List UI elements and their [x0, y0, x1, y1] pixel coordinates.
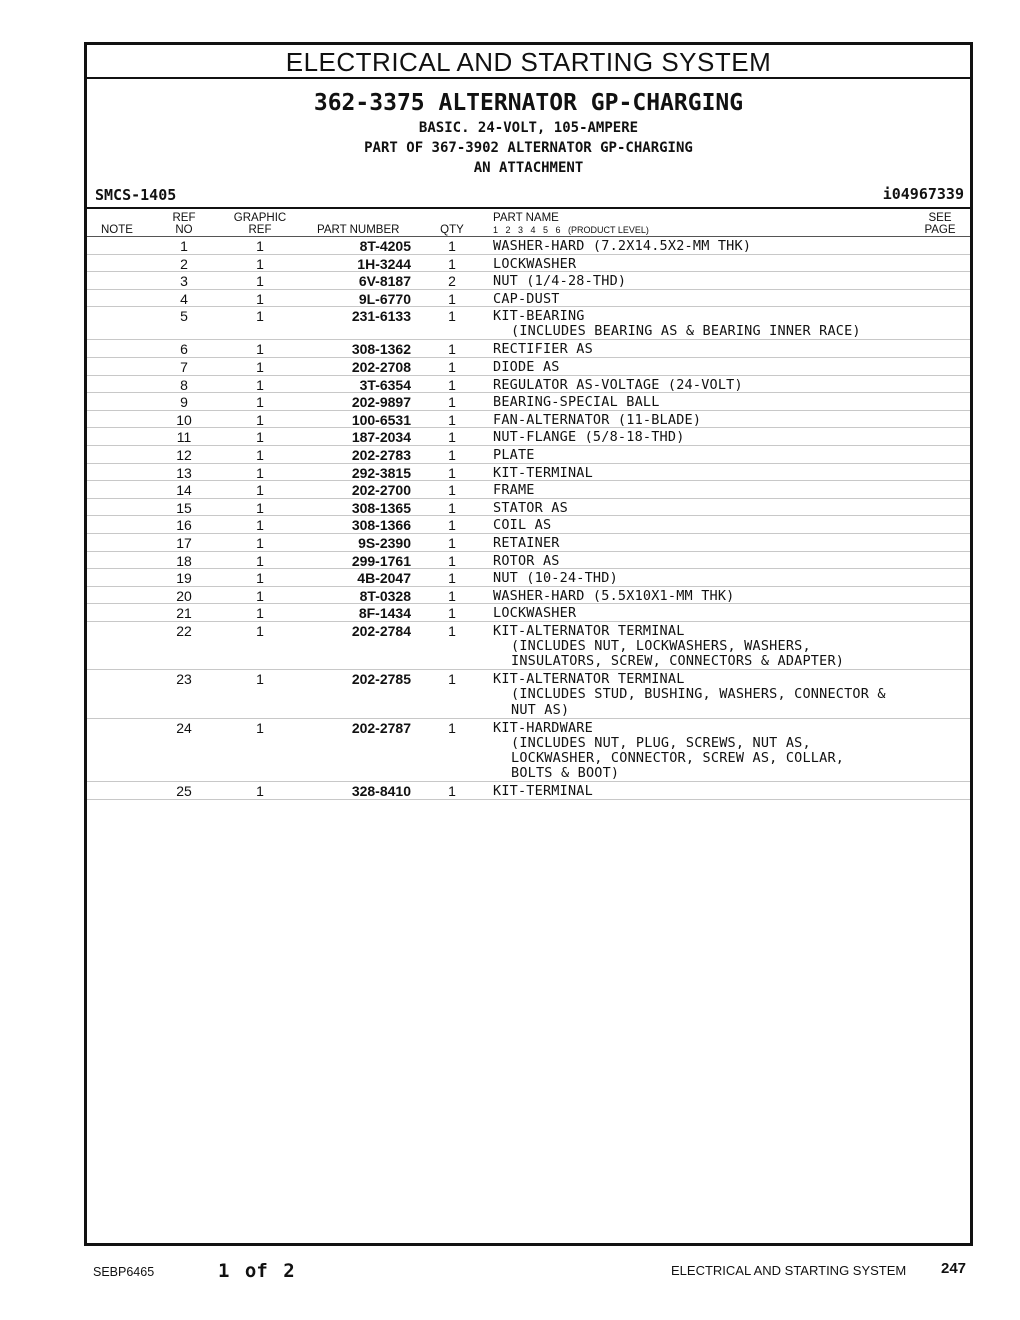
footer-page-number: 247	[941, 1260, 967, 1277]
quantity: 1	[448, 671, 456, 688]
part-name: FRAME	[493, 482, 535, 499]
part-number: 202-2708	[351, 358, 411, 375]
part-number: 202-2700	[351, 482, 411, 499]
part-name: KIT-TERMINAL	[493, 783, 593, 800]
part-note-line: (INCLUDES BEARING AS & BEARING INNER RACE)	[511, 323, 861, 340]
graphic-ref: 1	[256, 605, 264, 622]
table-row	[87, 393, 970, 411]
page-frame	[84, 42, 973, 1246]
part-name: COIL AS	[493, 517, 552, 534]
table-row	[87, 237, 970, 255]
part-name: KIT-TERMINAL	[493, 464, 593, 481]
header-part-number: PART NUMBER	[317, 224, 400, 236]
part-name: KIT-HARDWARE	[493, 719, 593, 736]
footer-section-title: ELECTRICAL AND STARTING SYSTEM	[671, 1263, 907, 1278]
table-row	[87, 255, 970, 273]
section-title: ELECTRICAL AND STARTING SYSTEM	[87, 45, 970, 79]
part-number: 299-1761	[351, 552, 411, 569]
part-name: LOCKWASHER	[493, 255, 577, 272]
illustration-id: i04967339	[882, 185, 964, 203]
graphic-ref: 1	[256, 358, 264, 375]
quantity: 1	[448, 376, 456, 393]
part-number: 328-8410	[351, 783, 411, 800]
ref-no: 14	[176, 482, 192, 499]
part-name: KIT-ALTERNATOR TERMINAL	[493, 622, 685, 639]
quantity: 1	[448, 290, 456, 307]
quantity: 1	[448, 499, 456, 516]
graphic-ref: 1	[256, 719, 264, 736]
table-row	[87, 552, 970, 570]
header-graphic-top: GRAPHIC	[233, 212, 287, 224]
part-name: KIT-ALTERNATOR TERMINAL	[493, 671, 685, 688]
table-row	[87, 670, 970, 718]
graphic-ref: 1	[256, 446, 264, 463]
quantity: 1	[448, 411, 456, 428]
header-qty: QTY	[440, 224, 464, 236]
part-note-line: INSULATORS, SCREW, CONNECTORS & ADAPTER)	[511, 653, 845, 670]
graphic-ref: 1	[256, 411, 264, 428]
table-row	[87, 376, 970, 394]
ref-no: 21	[176, 605, 192, 622]
group-subtitle-part-of: PART OF 367-3902 ALTERNATOR GP-CHARGING	[364, 140, 693, 156]
graphic-ref: 1	[256, 671, 264, 688]
header-see-page	[915, 212, 965, 236]
part-name: NUT (1/4-28-THD)	[493, 273, 627, 290]
quantity: 1	[448, 517, 456, 534]
part-number: 308-1365	[351, 499, 411, 516]
part-number: 9L-6770	[358, 290, 411, 307]
part-number: 202-2784	[351, 622, 411, 639]
part-number: 100-6531	[351, 411, 411, 428]
part-number: 3T-6354	[359, 376, 411, 393]
ref-no: 3	[180, 273, 188, 290]
ref-no: 9	[180, 394, 188, 411]
part-number: 187-2034	[351, 429, 411, 446]
header-graphic-ref	[225, 212, 295, 236]
part-name: PLATE	[493, 446, 535, 463]
ref-no: 8	[180, 376, 188, 393]
ref-no: 25	[176, 783, 192, 800]
parts-table	[87, 237, 970, 800]
graphic-ref: 1	[256, 552, 264, 569]
quantity: 1	[448, 429, 456, 446]
graphic-ref: 1	[256, 464, 264, 481]
table-row	[87, 464, 970, 482]
footer-doc-number: SEBP6465	[93, 1265, 155, 1279]
quantity: 1	[448, 255, 456, 272]
part-number: 1H-3244	[357, 255, 411, 272]
ref-no: 12	[176, 446, 192, 463]
header-product-level: 1 2 3 4 5 6 (PRODUCT LEVEL)	[493, 225, 649, 235]
quantity: 1	[448, 482, 456, 499]
column-headers	[87, 207, 970, 237]
part-name: FAN-ALTERNATOR (11-BLADE)	[493, 411, 702, 428]
part-note-line: LOCKWASHER, CONNECTOR, SCREW AS, COLLAR,	[511, 750, 845, 767]
ref-no: 7	[180, 358, 188, 375]
table-row	[87, 290, 970, 308]
graphic-ref: 1	[256, 482, 264, 499]
quantity: 1	[448, 464, 456, 481]
table-row	[87, 428, 970, 446]
ref-no: 15	[176, 499, 192, 516]
part-number: 202-2785	[351, 671, 411, 688]
graphic-ref: 1	[256, 376, 264, 393]
ref-no: 4	[180, 290, 188, 307]
part-name: KIT-BEARING	[493, 308, 585, 325]
table-row	[87, 587, 970, 605]
quantity: 1	[448, 534, 456, 551]
table-row	[87, 534, 970, 552]
ref-no: 2	[180, 255, 188, 272]
graphic-ref: 1	[256, 783, 264, 800]
group-title: 362-3375 ALTERNATOR GP-CHARGING	[313, 90, 744, 116]
part-name: STATOR AS	[493, 499, 568, 516]
part-number: 308-1362	[351, 341, 411, 358]
header-part-name: PART NAME	[493, 212, 559, 224]
part-note-line: (INCLUDES NUT, PLUG, SCREWS, NUT AS,	[511, 734, 811, 751]
part-number: 231-6133	[351, 308, 411, 325]
quantity: 1	[448, 552, 456, 569]
part-name: NUT-FLANGE (5/8-18-THD)	[493, 429, 685, 446]
table-row	[87, 307, 970, 340]
table-row	[87, 782, 970, 800]
graphic-ref: 1	[256, 587, 264, 604]
quantity: 1	[448, 783, 456, 800]
part-name: LOCKWASHER	[493, 605, 577, 622]
table-row	[87, 446, 970, 464]
graphic-ref: 1	[256, 534, 264, 551]
table-row	[87, 604, 970, 622]
table-row	[87, 272, 970, 290]
header-see-top: SEE	[928, 212, 952, 224]
quantity: 1	[448, 719, 456, 736]
table-row	[87, 719, 970, 783]
quantity: 1	[448, 587, 456, 604]
ref-no: 22	[176, 622, 192, 639]
part-name: RETAINER	[493, 534, 560, 551]
part-note-line: (INCLUDES NUT, LOCKWASHERS, WASHERS,	[511, 637, 811, 654]
part-name: DIODE AS	[493, 358, 560, 375]
header-graphic-bottom: REF	[248, 224, 272, 236]
ref-no: 24	[176, 719, 192, 736]
graphic-ref: 1	[256, 273, 264, 290]
table-row	[87, 340, 970, 358]
quantity: 1	[448, 622, 456, 639]
ref-no: 16	[176, 517, 192, 534]
quantity: 1	[448, 570, 456, 587]
part-note-line: BOLTS & BOOT)	[511, 765, 620, 782]
quantity: 1	[448, 394, 456, 411]
ref-no: 13	[176, 464, 192, 481]
quantity: 1	[448, 308, 456, 325]
header-note: NOTE	[101, 224, 133, 236]
part-name: NUT (10-24-THD)	[493, 570, 618, 587]
quantity: 1	[448, 341, 456, 358]
graphic-ref: 1	[256, 341, 264, 358]
part-number: 8T-4205	[359, 238, 411, 254]
header-ref-top: REF	[172, 212, 196, 224]
header-ref-bottom: NO	[175, 224, 193, 236]
part-name: WASHER-HARD (7.2X14.5X2-MM THK)	[493, 238, 752, 254]
part-note-line: NUT AS)	[511, 701, 570, 718]
ref-no: 10	[176, 411, 192, 428]
quantity: 2	[448, 273, 456, 290]
ref-no: 17	[176, 534, 192, 551]
graphic-ref: 1	[256, 290, 264, 307]
part-number: 4B-2047	[357, 570, 411, 587]
ref-no: 1	[180, 238, 188, 254]
header-ref-no	[157, 212, 211, 236]
part-number: 6V-8187	[358, 273, 411, 290]
quantity: 1	[448, 238, 456, 254]
part-number: 9S-2390	[358, 534, 411, 551]
ref-no: 5	[180, 308, 188, 325]
graphic-ref: 1	[256, 622, 264, 639]
table-row	[87, 358, 970, 376]
part-name: RECTIFIER AS	[493, 341, 593, 358]
ref-no: 6	[180, 341, 188, 358]
table-row	[87, 569, 970, 587]
ref-no: 23	[176, 671, 192, 688]
part-name: WASHER-HARD (5.5X10X1-MM THK)	[493, 587, 735, 604]
part-number: 202-2787	[351, 719, 411, 736]
part-number: 8F-1434	[358, 605, 411, 622]
graphic-ref: 1	[256, 570, 264, 587]
part-number: 292-3815	[351, 464, 411, 481]
table-row	[87, 622, 970, 670]
quantity: 1	[448, 446, 456, 463]
part-name: REGULATOR AS-VOLTAGE (24-VOLT)	[493, 376, 743, 393]
group-subtitle-attachment: AN ATTACHMENT	[473, 160, 584, 176]
graphic-ref: 1	[256, 238, 264, 254]
graphic-ref: 1	[256, 517, 264, 534]
group-subtitle-basic: BASIC. 24-VOLT, 105-AMPERE	[418, 120, 639, 136]
graphic-ref: 1	[256, 429, 264, 446]
part-name: CAP-DUST	[493, 290, 560, 307]
graphic-ref: 1	[256, 255, 264, 272]
part-number: 8T-0328	[359, 587, 411, 604]
smcs-code: SMCS-1405	[95, 186, 177, 204]
part-number: 308-1366	[351, 517, 411, 534]
quantity: 1	[448, 358, 456, 375]
part-number: 202-2783	[351, 446, 411, 463]
ref-no: 18	[176, 552, 192, 569]
ref-no: 20	[176, 587, 192, 604]
ref-no: 19	[176, 570, 192, 587]
ref-no: 11	[176, 429, 192, 446]
table-row	[87, 411, 970, 429]
quantity: 1	[448, 605, 456, 622]
table-row	[87, 516, 970, 534]
part-number: 202-9897	[351, 394, 411, 411]
graphic-ref: 1	[256, 499, 264, 516]
part-name: ROTOR AS	[493, 552, 560, 569]
part-note-line: (INCLUDES STUD, BUSHING, WASHERS, CONNECTOR &	[511, 686, 886, 703]
graphic-ref: 1	[256, 308, 264, 325]
table-row	[87, 499, 970, 517]
footer-page-of: 1 of 2	[218, 1260, 295, 1282]
header-see-bottom: PAGE	[924, 224, 956, 236]
part-name: BEARING-SPECIAL BALL	[493, 394, 660, 411]
table-row	[87, 481, 970, 499]
graphic-ref: 1	[256, 394, 264, 411]
